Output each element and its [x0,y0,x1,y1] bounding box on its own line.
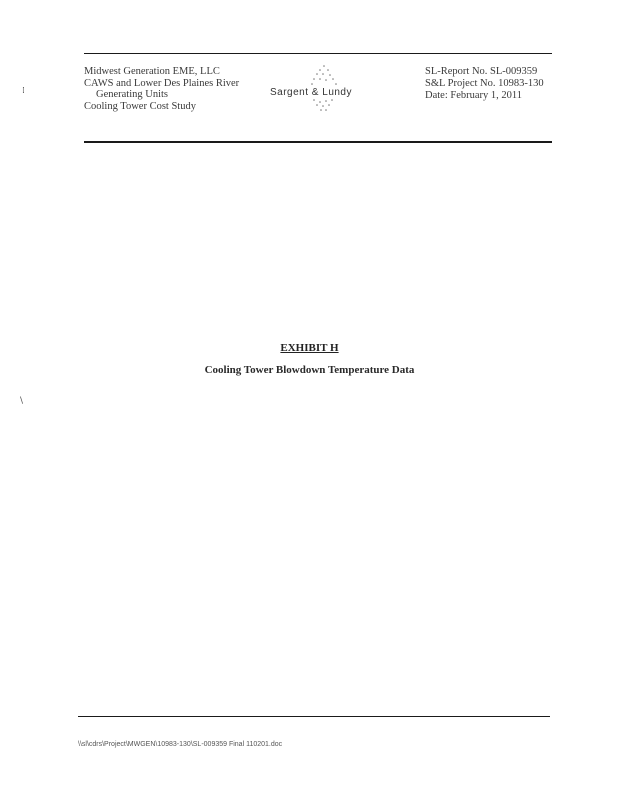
exhibit-subtitle: Cooling Tower Blowdown Temperature Data [204,364,415,376]
project-location: CAWS and Lower Des Plaines River [84,77,240,89]
project-number: S&L Project No. 10983-130 [425,78,544,89]
header-report-block [425,66,544,102]
report-date: Date: February 1, 2011 [425,90,523,101]
header-bottom-rule [84,141,552,143]
report-number: SL-Report No. SL-009359 [425,66,538,77]
footer-file-path: \\sl\cdrs\Project\MWGEN\10983-130\SL-009359 Final 110201.doc [78,741,283,748]
project-units: Generating Units [96,89,169,100]
client-name: Midwest Generation EME, LLC [84,66,220,77]
header-client-block [84,66,239,112]
footer-rule [78,716,550,717]
logo-wordmark: Sargent & Lundy [270,87,352,98]
scan-margin-mark: \ [20,396,24,406]
exhibit-title: EXHIBIT H [280,342,339,354]
scan-margin-mark: ⁞ [22,86,25,96]
study-name: Cooling Tower Cost Study [84,100,196,112]
sargent-lundy-logo [262,62,392,114]
header-top-rule [84,53,552,54]
